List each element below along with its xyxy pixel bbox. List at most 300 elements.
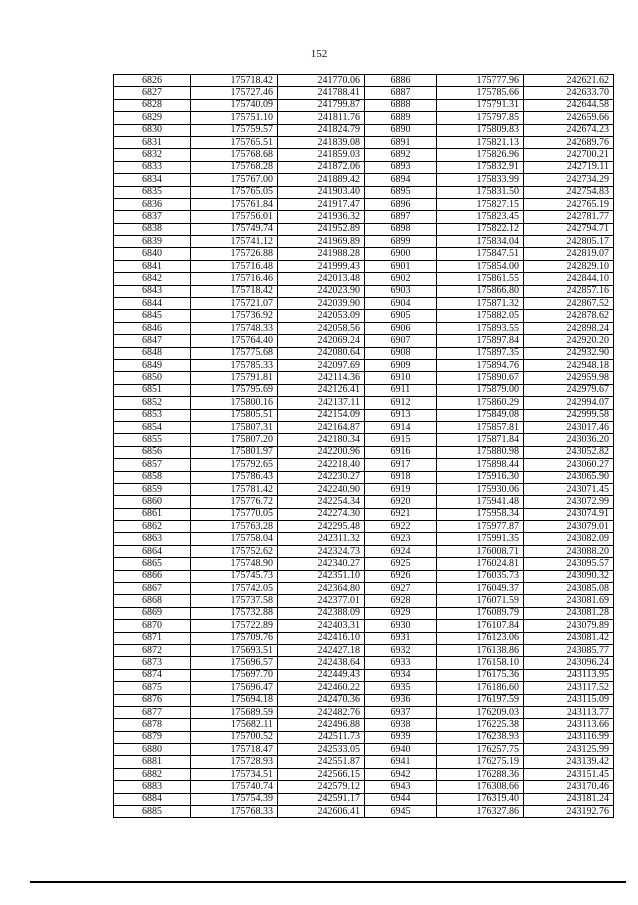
x-coordinate-right-cell: 175941.48	[437, 496, 524, 508]
point-number-right-cell: 6943	[365, 781, 437, 793]
y-coordinate-right-cell: 243079.89	[524, 620, 614, 632]
point-number-left-cell: 6827	[114, 87, 191, 99]
y-coordinate-right-cell: 242689.76	[524, 136, 614, 148]
point-number-right-cell: 6944	[365, 793, 437, 805]
point-number-right-cell: 6890	[365, 124, 437, 136]
point-number-right-cell: 6895	[365, 186, 437, 198]
point-number-left-cell: 6850	[114, 372, 191, 384]
x-coordinate-left-cell: 175716.46	[191, 273, 278, 285]
y-coordinate-right-cell: 243081.28	[524, 607, 614, 619]
point-number-right-cell: 6938	[365, 719, 437, 731]
x-coordinate-left-cell: 175718.42	[191, 285, 278, 297]
x-coordinate-right-cell: 175827.15	[437, 198, 524, 210]
y-coordinate-left-cell: 242377.01	[278, 595, 365, 607]
x-coordinate-left-cell: 175751.10	[191, 112, 278, 124]
point-number-left-cell: 6830	[114, 124, 191, 136]
x-coordinate-left-cell: 175786.43	[191, 471, 278, 483]
point-number-left-cell: 6878	[114, 719, 191, 731]
y-coordinate-left-cell: 242470.36	[278, 694, 365, 706]
point-number-left-cell: 6870	[114, 620, 191, 632]
x-coordinate-left-cell: 175694.18	[191, 694, 278, 706]
x-coordinate-left-cell: 175728.93	[191, 756, 278, 768]
point-number-left-cell: 6847	[114, 335, 191, 347]
x-coordinate-left-cell: 175776.72	[191, 496, 278, 508]
x-coordinate-left-cell: 175807.20	[191, 434, 278, 446]
point-number-left-cell: 6854	[114, 421, 191, 433]
x-coordinate-left-cell: 175748.33	[191, 322, 278, 334]
y-coordinate-right-cell: 243088.20	[524, 545, 614, 557]
x-coordinate-left-cell: 175805.51	[191, 409, 278, 421]
y-coordinate-right-cell: 242765.19	[524, 198, 614, 210]
table-row	[114, 75, 614, 87]
y-coordinate-right-cell: 243117.52	[524, 682, 614, 694]
point-number-left-cell: 6860	[114, 496, 191, 508]
x-coordinate-right-cell: 176071.59	[437, 595, 524, 607]
table-row	[114, 298, 614, 310]
point-number-right-cell: 6897	[365, 211, 437, 223]
x-coordinate-right-cell: 175847.51	[437, 248, 524, 260]
x-coordinate-right-cell: 175898.44	[437, 459, 524, 471]
x-coordinate-right-cell: 176238.93	[437, 731, 524, 743]
point-number-right-cell: 6904	[365, 298, 437, 310]
y-coordinate-left-cell: 242274.30	[278, 508, 365, 520]
point-number-left-cell: 6843	[114, 285, 191, 297]
y-coordinate-left-cell: 241903.40	[278, 186, 365, 198]
point-number-left-cell: 6834	[114, 174, 191, 186]
table-row	[114, 409, 614, 421]
table-row	[114, 372, 614, 384]
x-coordinate-right-cell: 175882.05	[437, 310, 524, 322]
coordinates-table	[113, 74, 614, 818]
point-number-left-cell: 6862	[114, 521, 191, 533]
y-coordinate-right-cell: 242898.24	[524, 322, 614, 334]
y-coordinate-right-cell: 243085.77	[524, 644, 614, 656]
y-coordinate-left-cell: 242240.90	[278, 483, 365, 495]
x-coordinate-left-cell: 175721.07	[191, 298, 278, 310]
table-row	[114, 806, 614, 818]
y-coordinate-left-cell: 242416.10	[278, 632, 365, 644]
table-row	[114, 273, 614, 285]
bottom-rule	[30, 881, 626, 883]
table-row	[114, 310, 614, 322]
point-number-right-cell: 6935	[365, 682, 437, 694]
x-coordinate-right-cell: 175958.34	[437, 508, 524, 520]
point-number-right-cell: 6909	[365, 359, 437, 371]
x-coordinate-left-cell: 175785.33	[191, 359, 278, 371]
y-coordinate-left-cell: 241770.06	[278, 75, 365, 87]
point-number-left-cell: 6853	[114, 409, 191, 421]
point-number-right-cell: 6886	[365, 75, 437, 87]
point-number-right-cell: 6896	[365, 198, 437, 210]
table-row	[114, 198, 614, 210]
x-coordinate-left-cell: 175781.42	[191, 483, 278, 495]
y-coordinate-right-cell: 242633.70	[524, 87, 614, 99]
point-number-left-cell: 6836	[114, 198, 191, 210]
x-coordinate-right-cell: 175879.00	[437, 384, 524, 396]
point-number-right-cell: 6920	[365, 496, 437, 508]
y-coordinate-right-cell: 243065.90	[524, 471, 614, 483]
table-row	[114, 632, 614, 644]
y-coordinate-left-cell: 242438.64	[278, 657, 365, 669]
y-coordinate-left-cell: 242230.27	[278, 471, 365, 483]
point-number-left-cell: 6844	[114, 298, 191, 310]
table-row	[114, 533, 614, 545]
point-number-left-cell: 6867	[114, 583, 191, 595]
y-coordinate-left-cell: 242449.43	[278, 669, 365, 681]
y-coordinate-left-cell: 242053.09	[278, 310, 365, 322]
point-number-right-cell: 6894	[365, 174, 437, 186]
y-coordinate-right-cell: 243090.32	[524, 570, 614, 582]
x-coordinate-left-cell: 175770.05	[191, 508, 278, 520]
point-number-left-cell: 6875	[114, 682, 191, 694]
y-coordinate-right-cell: 243085.08	[524, 583, 614, 595]
x-coordinate-left-cell: 175696.57	[191, 657, 278, 669]
y-coordinate-right-cell: 243151.45	[524, 768, 614, 780]
x-coordinate-left-cell: 175727.46	[191, 87, 278, 99]
point-number-left-cell: 6832	[114, 149, 191, 161]
y-coordinate-left-cell: 241824.79	[278, 124, 365, 136]
x-coordinate-right-cell: 175866.80	[437, 285, 524, 297]
table-row	[114, 99, 614, 111]
point-number-left-cell: 6855	[114, 434, 191, 446]
y-coordinate-left-cell: 242591.17	[278, 793, 365, 805]
point-number-left-cell: 6883	[114, 781, 191, 793]
point-number-right-cell: 6898	[365, 223, 437, 235]
x-coordinate-left-cell: 175745.73	[191, 570, 278, 582]
y-coordinate-right-cell: 243095.57	[524, 558, 614, 570]
x-coordinate-right-cell: 176089.79	[437, 607, 524, 619]
table-row	[114, 223, 614, 235]
x-coordinate-right-cell: 176175.36	[437, 669, 524, 681]
y-coordinate-right-cell: 242857.16	[524, 285, 614, 297]
point-number-right-cell: 6887	[365, 87, 437, 99]
x-coordinate-right-cell: 175832.91	[437, 161, 524, 173]
point-number-right-cell: 6924	[365, 545, 437, 557]
point-number-right-cell: 6893	[365, 161, 437, 173]
point-number-right-cell: 6923	[365, 533, 437, 545]
x-coordinate-left-cell: 175765.51	[191, 136, 278, 148]
x-coordinate-left-cell: 175718.47	[191, 744, 278, 756]
table-row	[114, 459, 614, 471]
x-coordinate-right-cell: 176225.38	[437, 719, 524, 731]
point-number-right-cell: 6916	[365, 446, 437, 458]
point-number-right-cell: 6926	[365, 570, 437, 582]
point-number-right-cell: 6913	[365, 409, 437, 421]
y-coordinate-right-cell: 243116.99	[524, 731, 614, 743]
y-coordinate-right-cell: 242979.67	[524, 384, 614, 396]
y-coordinate-left-cell: 242114.36	[278, 372, 365, 384]
y-coordinate-right-cell: 243072.99	[524, 496, 614, 508]
x-coordinate-right-cell: 176158.10	[437, 657, 524, 669]
x-coordinate-left-cell: 175768.68	[191, 149, 278, 161]
x-coordinate-right-cell: 175871.84	[437, 434, 524, 446]
point-number-right-cell: 6900	[365, 248, 437, 260]
point-number-left-cell: 6885	[114, 806, 191, 818]
point-number-right-cell: 6917	[365, 459, 437, 471]
y-coordinate-right-cell: 242878.62	[524, 310, 614, 322]
x-coordinate-left-cell: 175768.33	[191, 806, 278, 818]
table-row	[114, 285, 614, 297]
x-coordinate-right-cell: 176257.75	[437, 744, 524, 756]
x-coordinate-left-cell: 175767.00	[191, 174, 278, 186]
x-coordinate-left-cell: 175741.12	[191, 236, 278, 248]
y-coordinate-right-cell: 242674.23	[524, 124, 614, 136]
x-coordinate-left-cell: 175709.76	[191, 632, 278, 644]
y-coordinate-right-cell: 243060.27	[524, 459, 614, 471]
x-coordinate-left-cell: 175800.16	[191, 397, 278, 409]
table-row	[114, 260, 614, 272]
table-row	[114, 781, 614, 793]
x-coordinate-left-cell: 175752.62	[191, 545, 278, 557]
point-number-left-cell: 6840	[114, 248, 191, 260]
y-coordinate-left-cell: 242311.32	[278, 533, 365, 545]
table-row	[114, 744, 614, 756]
point-number-right-cell: 6929	[365, 607, 437, 619]
y-coordinate-right-cell: 242754.83	[524, 186, 614, 198]
point-number-right-cell: 6941	[365, 756, 437, 768]
x-coordinate-right-cell: 175857.81	[437, 421, 524, 433]
y-coordinate-right-cell: 242999.58	[524, 409, 614, 421]
x-coordinate-right-cell: 176107.84	[437, 620, 524, 632]
y-coordinate-left-cell: 242200.96	[278, 446, 365, 458]
y-coordinate-right-cell: 242959.98	[524, 372, 614, 384]
x-coordinate-left-cell: 175693.51	[191, 644, 278, 656]
y-coordinate-right-cell: 243082.09	[524, 533, 614, 545]
y-coordinate-right-cell: 242819.07	[524, 248, 614, 260]
y-coordinate-right-cell: 243170.46	[524, 781, 614, 793]
point-number-right-cell: 6934	[365, 669, 437, 681]
point-number-right-cell: 6902	[365, 273, 437, 285]
y-coordinate-right-cell: 243052.82	[524, 446, 614, 458]
y-coordinate-left-cell: 242058.56	[278, 322, 365, 334]
x-coordinate-right-cell: 175821.13	[437, 136, 524, 148]
x-coordinate-left-cell: 175697.70	[191, 669, 278, 681]
y-coordinate-right-cell: 243081.42	[524, 632, 614, 644]
point-number-left-cell: 6852	[114, 397, 191, 409]
x-coordinate-right-cell: 175930.06	[437, 483, 524, 495]
x-coordinate-right-cell: 175831.50	[437, 186, 524, 198]
point-number-left-cell: 6864	[114, 545, 191, 557]
point-number-left-cell: 6842	[114, 273, 191, 285]
table-row	[114, 768, 614, 780]
x-coordinate-right-cell: 176024.81	[437, 558, 524, 570]
x-coordinate-right-cell: 175785.66	[437, 87, 524, 99]
y-coordinate-left-cell: 242566.15	[278, 768, 365, 780]
point-number-left-cell: 6856	[114, 446, 191, 458]
table-row	[114, 434, 614, 446]
point-number-left-cell: 6866	[114, 570, 191, 582]
y-coordinate-left-cell: 241952.89	[278, 223, 365, 235]
x-coordinate-right-cell: 175894.76	[437, 359, 524, 371]
y-coordinate-right-cell: 242844.10	[524, 273, 614, 285]
table-row	[114, 607, 614, 619]
y-coordinate-right-cell: 243113.77	[524, 706, 614, 718]
y-coordinate-left-cell: 242496.88	[278, 719, 365, 731]
x-coordinate-right-cell: 176186.60	[437, 682, 524, 694]
x-coordinate-right-cell: 175797.85	[437, 112, 524, 124]
point-number-left-cell: 6871	[114, 632, 191, 644]
table-row	[114, 731, 614, 743]
point-number-left-cell: 6838	[114, 223, 191, 235]
table-row	[114, 483, 614, 495]
x-coordinate-right-cell: 175834.04	[437, 236, 524, 248]
point-number-left-cell: 6845	[114, 310, 191, 322]
x-coordinate-left-cell: 175732.88	[191, 607, 278, 619]
point-number-left-cell: 6863	[114, 533, 191, 545]
x-coordinate-left-cell: 175758.04	[191, 533, 278, 545]
point-number-left-cell: 6826	[114, 75, 191, 87]
y-coordinate-left-cell: 242164.87	[278, 421, 365, 433]
x-coordinate-left-cell: 175722.89	[191, 620, 278, 632]
y-coordinate-right-cell: 242659.66	[524, 112, 614, 124]
table-row	[114, 248, 614, 260]
x-coordinate-left-cell: 175718.42	[191, 75, 278, 87]
x-coordinate-left-cell: 175682.11	[191, 719, 278, 731]
y-coordinate-left-cell: 241788.41	[278, 87, 365, 99]
y-coordinate-left-cell: 242039.90	[278, 298, 365, 310]
y-coordinate-left-cell: 242340.27	[278, 558, 365, 570]
point-number-left-cell: 6859	[114, 483, 191, 495]
table-row	[114, 87, 614, 99]
x-coordinate-right-cell: 176138.86	[437, 644, 524, 656]
y-coordinate-left-cell: 242013.48	[278, 273, 365, 285]
table-row	[114, 583, 614, 595]
point-number-left-cell: 6858	[114, 471, 191, 483]
x-coordinate-right-cell: 175880.98	[437, 446, 524, 458]
point-number-right-cell: 6930	[365, 620, 437, 632]
y-coordinate-left-cell: 242218.40	[278, 459, 365, 471]
y-coordinate-right-cell: 242719.11	[524, 161, 614, 173]
point-number-right-cell: 6912	[365, 397, 437, 409]
x-coordinate-right-cell: 175871.32	[437, 298, 524, 310]
x-coordinate-right-cell: 176275.19	[437, 756, 524, 768]
table-row	[114, 496, 614, 508]
point-number-right-cell: 6906	[365, 322, 437, 334]
y-coordinate-left-cell: 242403.31	[278, 620, 365, 632]
point-number-right-cell: 6907	[365, 335, 437, 347]
point-number-right-cell: 6925	[365, 558, 437, 570]
point-number-right-cell: 6899	[365, 236, 437, 248]
x-coordinate-right-cell: 175822.12	[437, 223, 524, 235]
point-number-right-cell: 6914	[365, 421, 437, 433]
table-row	[114, 545, 614, 557]
x-coordinate-right-cell: 176049.37	[437, 583, 524, 595]
x-coordinate-right-cell: 176123.06	[437, 632, 524, 644]
x-coordinate-right-cell: 175897.84	[437, 335, 524, 347]
point-number-left-cell: 6846	[114, 322, 191, 334]
y-coordinate-right-cell: 242781.77	[524, 211, 614, 223]
x-coordinate-left-cell: 175765.05	[191, 186, 278, 198]
y-coordinate-left-cell: 242154.09	[278, 409, 365, 421]
table-row	[114, 136, 614, 148]
x-coordinate-left-cell: 175740.74	[191, 781, 278, 793]
point-number-right-cell: 6936	[365, 694, 437, 706]
y-coordinate-right-cell: 243036.20	[524, 434, 614, 446]
y-coordinate-left-cell: 241859.03	[278, 149, 365, 161]
x-coordinate-right-cell: 175916.30	[437, 471, 524, 483]
y-coordinate-left-cell: 242388.09	[278, 607, 365, 619]
y-coordinate-right-cell: 243113.95	[524, 669, 614, 681]
point-number-right-cell: 6937	[365, 706, 437, 718]
point-number-left-cell: 6848	[114, 347, 191, 359]
x-coordinate-right-cell: 175849.08	[437, 409, 524, 421]
table-row	[114, 657, 614, 669]
y-coordinate-right-cell: 243181.24	[524, 793, 614, 805]
table-row	[114, 558, 614, 570]
x-coordinate-right-cell: 176327.86	[437, 806, 524, 818]
y-coordinate-right-cell: 243125.99	[524, 744, 614, 756]
point-number-left-cell: 6833	[114, 161, 191, 173]
x-coordinate-right-cell: 175860.29	[437, 397, 524, 409]
x-coordinate-right-cell: 176008.71	[437, 545, 524, 557]
point-number-left-cell: 6857	[114, 459, 191, 471]
y-coordinate-left-cell: 242180.34	[278, 434, 365, 446]
point-number-left-cell: 6876	[114, 694, 191, 706]
x-coordinate-left-cell: 175734.51	[191, 768, 278, 780]
point-number-left-cell: 6881	[114, 756, 191, 768]
y-coordinate-left-cell: 242551.87	[278, 756, 365, 768]
y-coordinate-left-cell: 241839.08	[278, 136, 365, 148]
table-row	[114, 508, 614, 520]
x-coordinate-left-cell: 175754.39	[191, 793, 278, 805]
table-row	[114, 211, 614, 223]
x-coordinate-right-cell: 175823.45	[437, 211, 524, 223]
coordinates-table-body	[114, 75, 614, 818]
x-coordinate-left-cell: 175775.68	[191, 347, 278, 359]
y-coordinate-right-cell: 242867.52	[524, 298, 614, 310]
y-coordinate-right-cell: 242920.20	[524, 335, 614, 347]
point-number-right-cell: 6928	[365, 595, 437, 607]
point-number-left-cell: 6872	[114, 644, 191, 656]
y-coordinate-left-cell: 242351.10	[278, 570, 365, 582]
point-number-left-cell: 6874	[114, 669, 191, 681]
y-coordinate-right-cell: 242621.62	[524, 75, 614, 87]
x-coordinate-left-cell: 175740.09	[191, 99, 278, 111]
table-row	[114, 421, 614, 433]
y-coordinate-right-cell: 242805.17	[524, 236, 614, 248]
point-number-left-cell: 6828	[114, 99, 191, 111]
point-number-left-cell: 6877	[114, 706, 191, 718]
x-coordinate-left-cell: 175764.40	[191, 335, 278, 347]
y-coordinate-left-cell: 241969.89	[278, 236, 365, 248]
table-row	[114, 694, 614, 706]
x-coordinate-left-cell: 175696.47	[191, 682, 278, 694]
y-coordinate-left-cell: 242126.41	[278, 384, 365, 396]
y-coordinate-right-cell: 242948.18	[524, 359, 614, 371]
point-number-left-cell: 6849	[114, 359, 191, 371]
point-number-right-cell: 6908	[365, 347, 437, 359]
y-coordinate-right-cell: 243096.24	[524, 657, 614, 669]
y-coordinate-left-cell: 242069.24	[278, 335, 365, 347]
x-coordinate-left-cell: 175700.52	[191, 731, 278, 743]
table-row	[114, 595, 614, 607]
x-coordinate-right-cell: 176209.03	[437, 706, 524, 718]
y-coordinate-right-cell: 243139.42	[524, 756, 614, 768]
point-number-left-cell: 6839	[114, 236, 191, 248]
x-coordinate-right-cell: 176197.59	[437, 694, 524, 706]
point-number-right-cell: 6932	[365, 644, 437, 656]
x-coordinate-left-cell: 175737.58	[191, 595, 278, 607]
point-number-left-cell: 6835	[114, 186, 191, 198]
y-coordinate-left-cell: 241811.76	[278, 112, 365, 124]
point-number-left-cell: 6837	[114, 211, 191, 223]
x-coordinate-right-cell: 176319.40	[437, 793, 524, 805]
point-number-left-cell: 6851	[114, 384, 191, 396]
point-number-right-cell: 6911	[365, 384, 437, 396]
point-number-left-cell: 6861	[114, 508, 191, 520]
y-coordinate-right-cell: 242644.58	[524, 99, 614, 111]
x-coordinate-left-cell: 175748.90	[191, 558, 278, 570]
